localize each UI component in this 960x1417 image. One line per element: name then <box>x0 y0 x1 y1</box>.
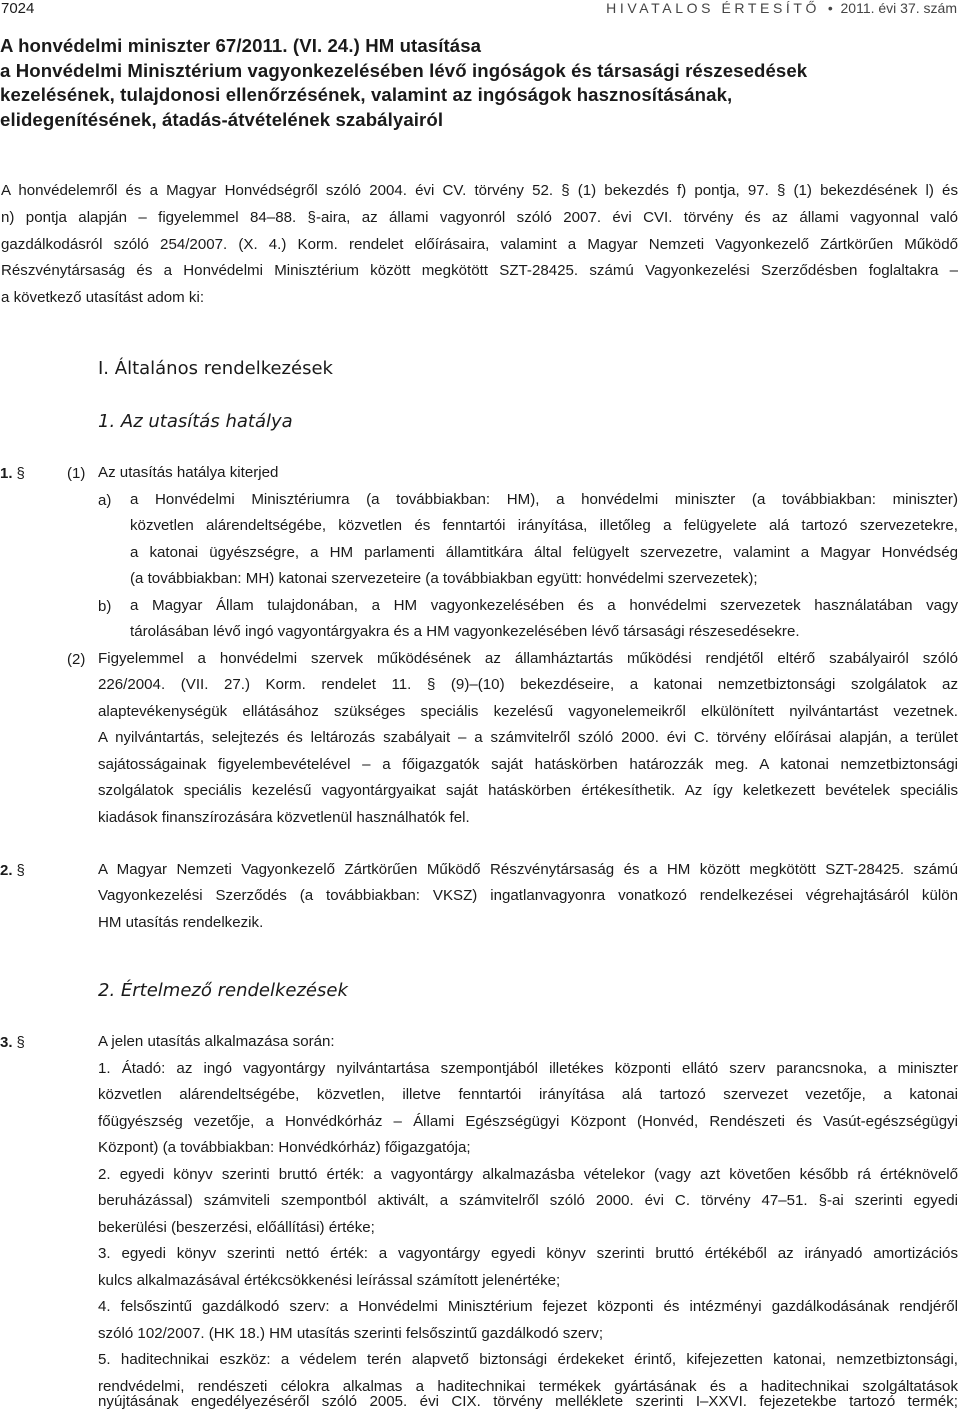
item-text-line: tárolásában lévő ingó vagyontárgyakra és a HM vagyonkezelésében lévő társasági részesedésekre. <box>130 623 800 640</box>
definition-line: közvetlen alárendeltségébe, közvetlen, illetve fenntartói irányítása alá tartozó szervezet vezetője, a katonai <box>98 1086 958 1103</box>
paragraph-line: 226/2004. (VII. 27.) Korm. rendelet 11. § (9)–(10) bekezdéseire, a katonai nemzetbiztonsági szolgálatok az <box>98 676 958 693</box>
title-line: elidegenítésének, átadás-átvételének szabályairól <box>0 108 444 130</box>
definition-line: 4. felsőszintű gazdálkodó szerv: a Honvédelmi Minisztérium fejezet központi és intézményi gazdálkodásának rendjéről <box>98 1298 958 1315</box>
subchapter-heading: 1. Az utasítás hatálya <box>98 411 293 432</box>
subchapter-heading: 2. Értelmező rendelkezések <box>98 980 348 1001</box>
definition-line: kulcs alkalmazásával értékcsökkenési leírással számított jelenértéke; <box>98 1272 561 1289</box>
definition-line: 2. egyedi könyv szerinti bruttó érték: a vagyontárgy alkalmazásba vételekor (vagy azt követően később rá értéknövelő <box>98 1166 958 1183</box>
item-text-line: a Honvédelmi Minisztériumra (a továbbiakban: HM), a honvédelmi miniszter (a továbbiakban: miniszter) <box>130 491 958 508</box>
definition-line: beruházással) számviteli szempontból aktivált, a számvitelről szóló 2000. évi C. törvény 47–51. §-ai szerinti egyedi <box>98 1192 958 1209</box>
journal-header <box>606 0 957 16</box>
definition-line: rendvédelmi, rendészeti célokra alkalmas a haditechnikai termékek gyártásának és a haditechnikai szolgáltatások <box>98 1378 958 1395</box>
paragraph-line: kiadások finanszírozására közvetlenül használhatók fel. <box>98 809 470 826</box>
paragraph-text: Az utasítás hatálya kiterjed <box>98 464 279 481</box>
paragraph-line: sajátosságainak figyelembevételével – a főigazgatók saját hatáskörben határozzák meg. A katonai nemzetbiztonsági <box>98 756 958 773</box>
definition-line: nyújtásának engedélyezéséről szóló 2005. évi CIX. törvény melléklete szerinti I–XXVI. fejezetekbe tartozó termék; <box>98 1393 958 1410</box>
paragraph-line: alaptevékenységük ellátásához szükséges speciális kezelésű vagyonelemeikről elkülönített nyilvántartást vezetnek. <box>98 703 958 720</box>
definition-line: szóló 102/2007. (HK 18.) HM utasítás szerinti felsőszintű gazdálkodó szerv; <box>98 1325 604 1342</box>
definition-line: főügyészség vezetője, a Honvédkórház – Állami Egészségügyi Központ (Honvéd, Rendészeti és Vasút-egészségügyi <box>98 1113 958 1130</box>
definition-line: 5. haditechnikai eszköz: a védelem terén alapvető biztonsági érdekeket érintő, kifejezetten katonai, nemzetbiztonsági, <box>98 1351 958 1368</box>
journal-title: HIVATALOS ÉRTESÍTŐ <box>606 0 821 16</box>
section-intro: A jelen utasítás alkalmazása során: <box>98 1033 335 1050</box>
issue-label: 2011. évi 37. szám <box>840 0 957 16</box>
item-text-line: (a továbbiakban: MH) katonai szervezeteire (a továbbiakban együtt: honvédelmi szervezetek); <box>130 570 758 587</box>
preamble-line: gazdálkodásról szóló 254/2007. (X. 4.) Korm. rendelet előírásaira, valamint a Magyar Nemzeti Vagyonkezelő Zártkörűen Működő <box>1 236 958 253</box>
running-header <box>0 0 960 24</box>
section-number: 3. § <box>0 1034 25 1051</box>
definition-line: Központ) (a továbbiakban: Honvédkórház) főigazgatója; <box>98 1139 471 1156</box>
page-number: 7024 <box>1 0 35 17</box>
paragraph-number: (2) <box>67 651 86 668</box>
item-label: b) <box>98 598 112 615</box>
section-line: HM utasítás rendelkezik. <box>98 914 264 931</box>
definition-line: 1. Átadó: az ingó vagyontárgy nyilvántartása szempontjából illetékes központi ellátó szerv parancsnoka, a miniszter <box>98 1060 958 1077</box>
paragraph-line: szolgálatok speciális kezelésű vagyontárgyaikat saját hatáskörben értékesíthetik. Az így keletkezett bevételek speciális <box>98 782 958 799</box>
preamble-line: a következő utasítást adom ki: <box>1 289 205 306</box>
header-bullet: • <box>827 0 833 16</box>
definition-line: 3. egyedi könyv szerinti nettó érték: a vagyontárgy egyedi könyv szerinti bruttó értékéből az irányadó amortizációs <box>98 1245 958 1262</box>
item-text-line: a Magyar Állam tulajdonában, a HM vagyonkezelésében és a honvédelmi szervezetek használatában vagy <box>130 597 958 614</box>
item-label: a) <box>98 492 112 509</box>
item-text-line: a katonai ügyészségre, a HM parlamenti államtitkára által felügyelt szervezetre, valamint a Magyar Honvédség <box>130 544 958 561</box>
section-number: 1. § <box>0 465 25 482</box>
title-line: a Honvédelmi Minisztérium vagyonkezelésében lévő ingóságok és társasági részesedések <box>0 59 808 81</box>
paragraph-number: (1) <box>67 465 86 482</box>
preamble-line: n) pontja alapján – figyelemmel 84–88. §-aira, az állami vagyonról szóló 2007. évi CVI. törvény és az állami vagyonnal való <box>1 209 958 226</box>
item-text-line: közvetlen alárendeltségébe, közvetlen és fenntartói irányítása, illetőleg a felügyelete alá tartozó szervezetekre, <box>130 517 958 534</box>
section-line: Vagyonkezelési Szerződés (a továbbiakban: VKSZ) ingatlanvagyonra vonatkozó rendelkezései végrehajtásáról külön <box>98 887 958 904</box>
definition-line: bekerülési (beszerzési, előállítási) értéke; <box>98 1219 375 1236</box>
section-line: A Magyar Nemzeti Vagyonkezelő Zártkörűen Működő Részvénytársaság és a HM között megkötött SZT-28425. számú <box>98 861 958 878</box>
section-number: 2. § <box>0 862 25 879</box>
paragraph-line: Figyelemmel a honvédelmi szervek működésének az államháztartás működési rendjétől eltérő szabályairól szóló <box>98 650 958 667</box>
title-line: A honvédelmi miniszter 67/2011. (VI. 24.) HM utasítása <box>0 35 482 56</box>
chapter-heading: I. Általános rendelkezések <box>98 358 333 379</box>
title-line: kezelésének, tulajdonosi ellenőrzésének, valamint az ingóságok hasznosításának, <box>0 84 733 105</box>
preamble-line: Részvénytársaság és a Honvédelmi Minisztérium között megkötött SZT-28425. számú Vagyonkezelési Szerződésben foglaltakra – <box>1 262 958 279</box>
preamble-line: A honvédelemről és a Magyar Honvédségről szóló 2004. évi CV. törvény 52. § (1) bekezdés f) pontja, 97. § (1) bekezdésének l) és <box>1 182 958 199</box>
document-title <box>0 34 960 132</box>
paragraph-line: A nyilvántartás, selejtezés és leltározás szabályait – a számvitelről szóló 2000. évi C. törvény előírásai alapján, a terület <box>98 729 958 746</box>
